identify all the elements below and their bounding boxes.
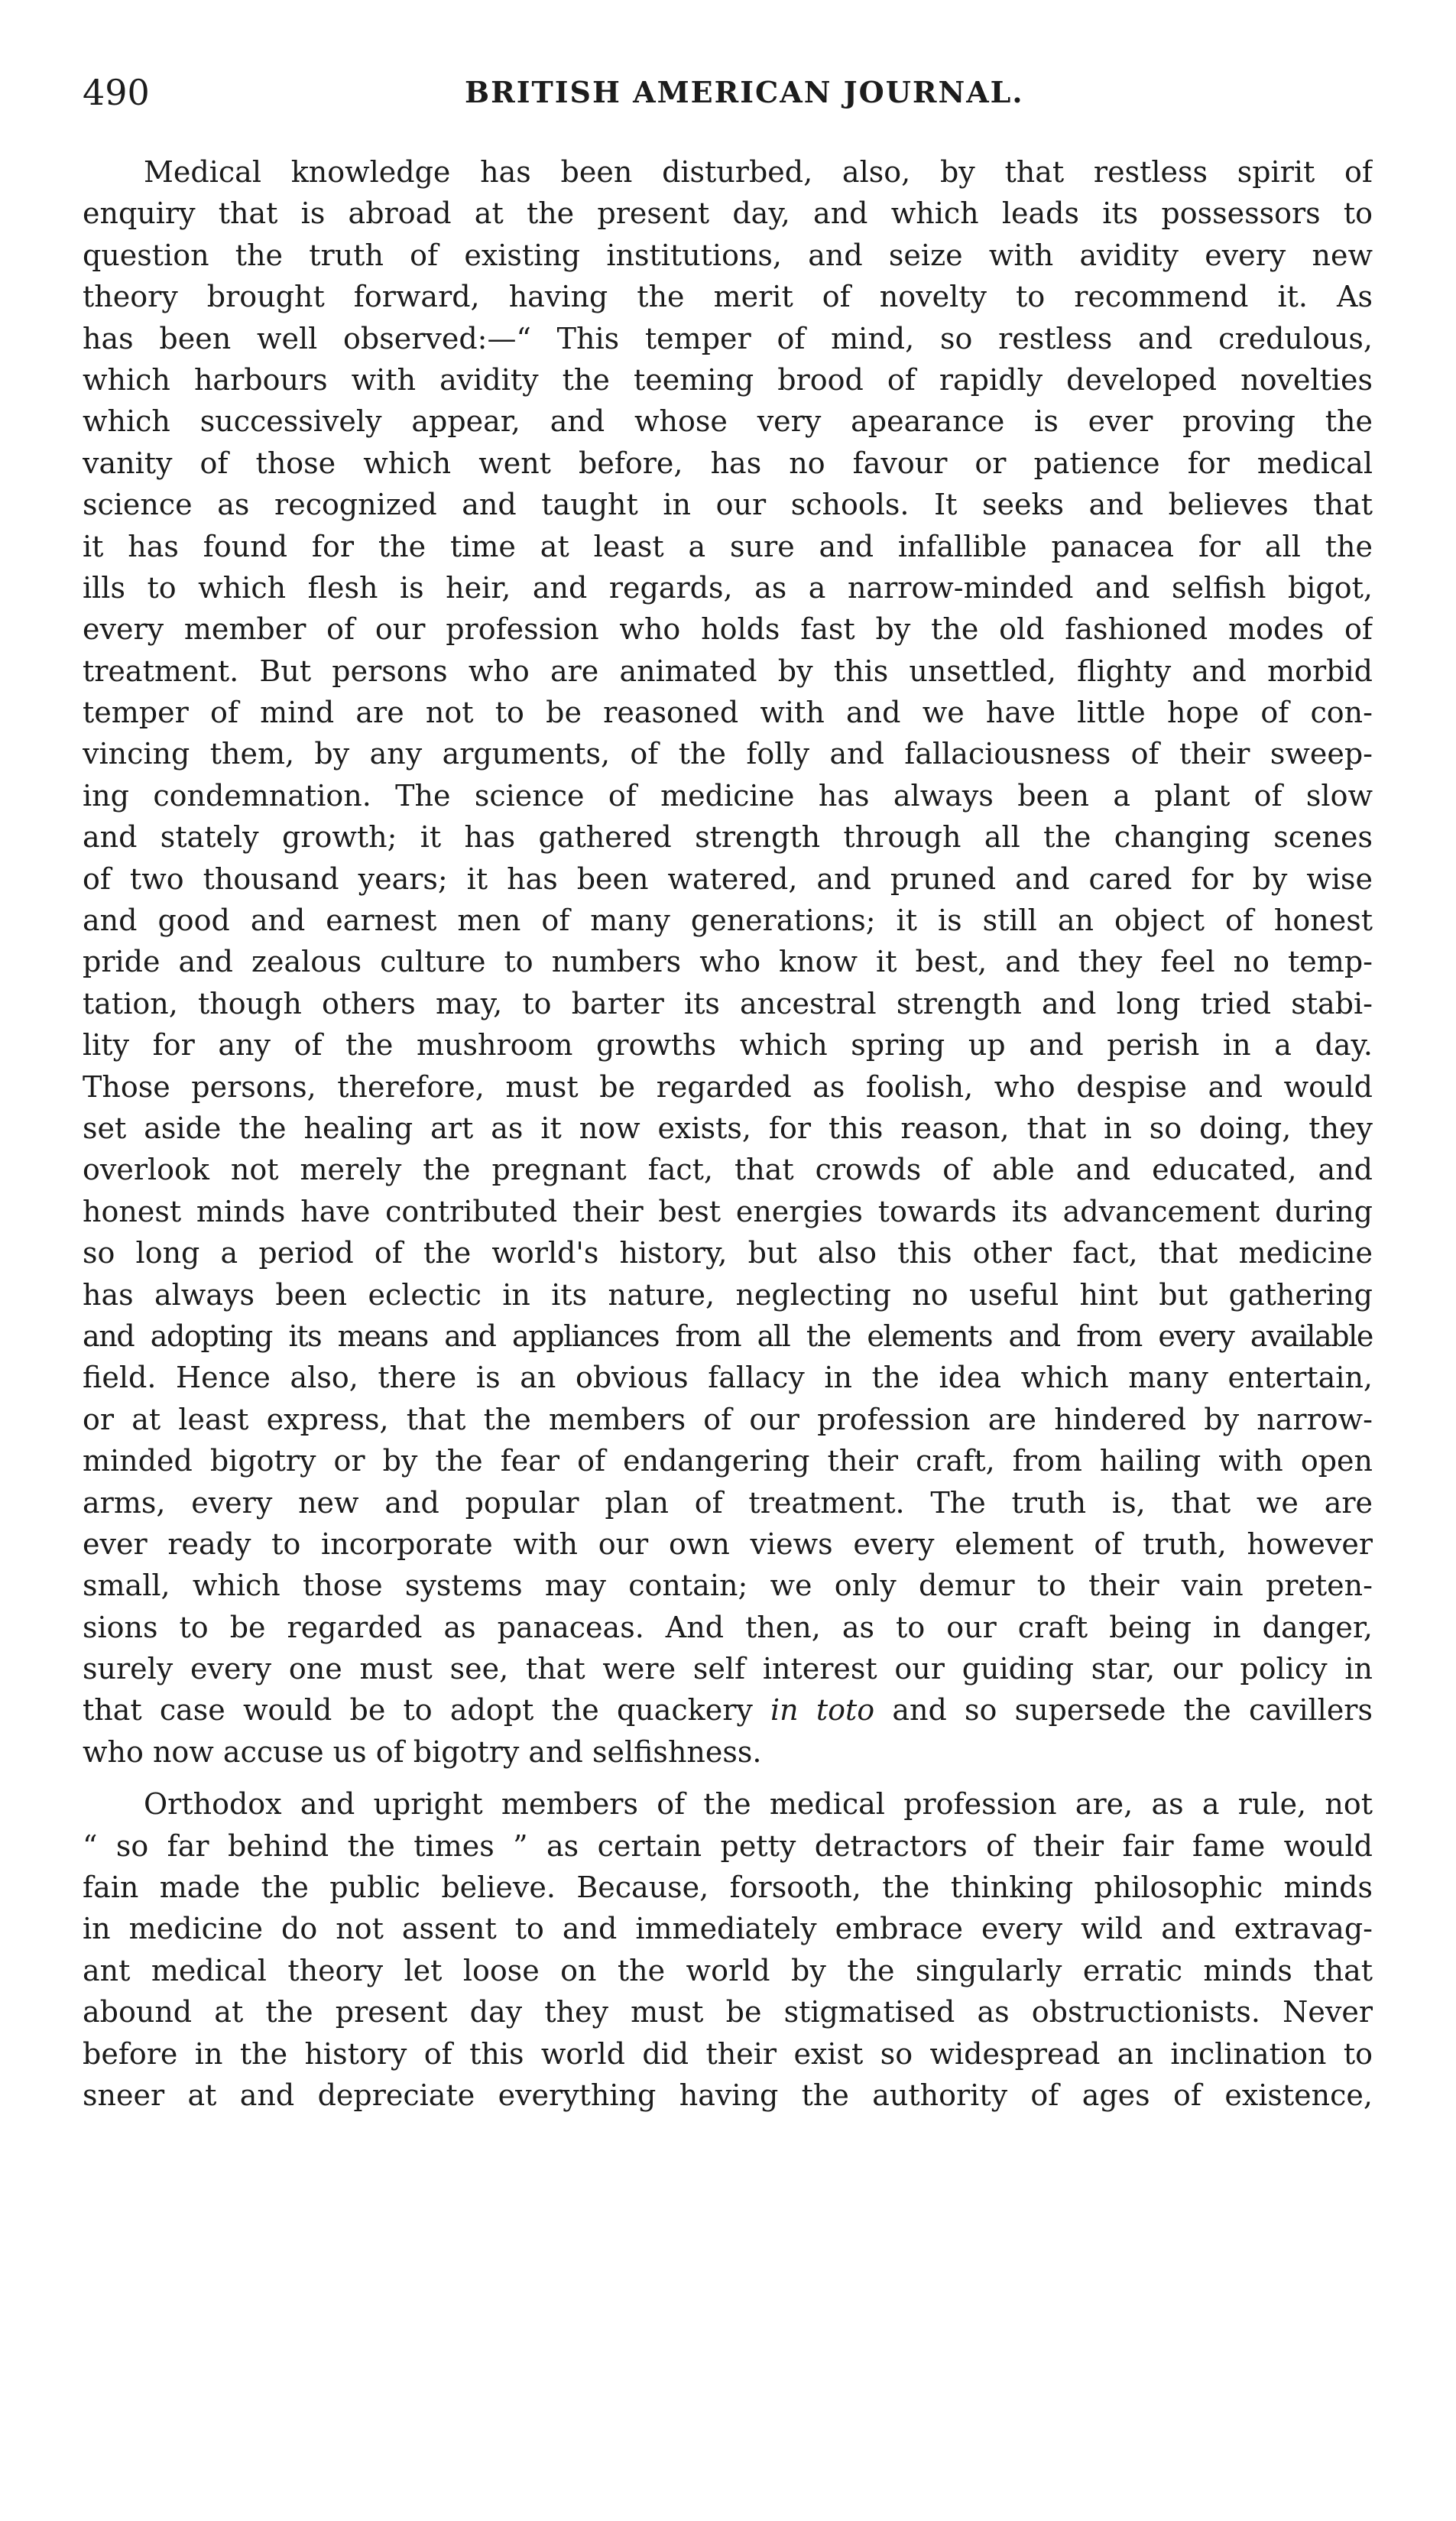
text-line: vanity of those which went before, has no favour or patience for medical [83,446,1373,480]
text-line: which harbours with avidity the teeming brood of rapidly developed novelties [83,362,1373,397]
text-line: enquiry that is abroad at the present day, and which leads its possessors to [83,196,1373,231]
text-segment: that case would be to adopt the quackery [83,1693,753,1728]
text-line: so long a period of the world's history, but also this other fact, that medicine [83,1236,1373,1270]
text-line: pride and zealous culture to numbers who know it best, and they feel no temp- [83,945,1373,979]
text-line: ant medical theory let loose on the world by the singularly erratic minds that [83,1953,1373,1987]
text-line: lity for any of the mushroom growths which spring up and perish in a day. [83,1028,1373,1063]
text-line: before in the history of this world did their exist so widespread an inclination to [83,2036,1373,2071]
text-line: arms, every new and popular plan of treatment. The truth is, that we are [83,1485,1373,1520]
text-line: has always been eclectic in its nature, neglecting no useful hint but gathering [83,1277,1373,1312]
text-line: sneer at and depreciate everything having the authority of ages of existence, [83,2078,1373,2112]
text-line: Orthodox and upright members of the medical profession are, as a rule, not [144,1787,1373,1822]
text-line: science as recognized and taught in our schools. It seeks and believes that [83,488,1373,522]
text-line-with-italic [83,1689,1373,1731]
text-line: in medicine do not assent to and immediately embrace every wild and extravag- [83,1912,1373,1946]
text-line: abound at the present day they must be stigmatised as obstructionists. Never [83,1995,1373,2029]
text-line: which successively appear, and whose very apearance is ever proving the [83,404,1373,439]
text-line: vincing them, by any arguments, of the folly and fallaciousness of their sweep- [83,737,1373,771]
paragraph-1 [83,151,1373,1773]
text-line: treatment. But persons who are animated by this unsettled, flighty and morbid [83,654,1373,688]
text-line: of two thousand years; it has been watered, and pruned and cared for by wise [83,861,1373,896]
text-line: ever ready to incorporate with our own views every element of truth, however [83,1527,1373,1561]
article-body [83,151,1373,2116]
text-line: sions to be regarded as panaceas. And then, as to our craft being in danger, [83,1610,1373,1644]
text-line: and adopting its means and appliances from all the elements and from every available [83,1319,1373,1353]
italic-phrase: in toto [770,1693,875,1728]
text-line: honest minds have contributed their best energies towards its advancement during [83,1194,1373,1228]
text-line: temper of mind are not to be reasoned with and we have little hope of con- [83,696,1373,730]
text-line: small, which those systems may contain; we only demur to their vain preten- [83,1569,1373,1603]
text-line: theory brought forward, having the merit of novelty to recommend it. As [83,280,1373,314]
text-line: surely every one must see, that were self interest our guiding star, our policy in [83,1652,1373,1686]
text-line: “ so far behind the times ” as certain petty detractors of their fair fame would [83,1828,1373,1863]
text-line: every member of our profession who holds fast by the old fashioned modes of [83,612,1373,647]
text-line: and stately growth; it has gathered strength through all the changing scenes [83,820,1373,855]
text-line: Medical knowledge has been disturbed, also, by that restless spirit of [144,155,1373,189]
running-head: BRITISH AMERICAN JOURNAL. [465,75,1024,109]
text-line: ing condemnation. The science of medicine has always been a plant of slow [83,778,1373,813]
text-line: has been well observed:—“ This temper of mind, so restless and credulous, [83,321,1373,355]
text-segment: and so supersede the cavillers [892,1693,1373,1728]
text-line: fain made the public believe. Because, forsooth, the thinking philosophic minds [83,1870,1373,1905]
paragraph-2 [83,1783,1373,2116]
text-line: tation, though others may, to barter its ancestral strength and long tried stabi- [83,986,1373,1020]
text-line: ills to which flesh is heir, and regards, as a narrow-minded and selfish bigot, [83,570,1373,605]
text-line: or at least express, that the members of our profession are hindered by narrow- [83,1402,1373,1436]
text-line: overlook not merely the pregnant fact, that crowds of able and educated, and [83,1153,1373,1187]
text-line: who now accuse us of bigotry and selfishness. [83,1734,762,1769]
text-line: question the truth of existing institutions, and seize with avidity every new [83,238,1373,272]
text-line: field. Hence also, there is an obvious fallacy in the idea which many entertain, [83,1361,1373,1395]
text-line: Those persons, therefore, must be regarded as foolish, who despise and would [83,1069,1373,1104]
page-header [83,66,1382,119]
text-line: and good and earnest men of many generations; it is still an object of honest [83,904,1373,938]
text-line: minded bigotry or by the fear of endangering their craft, from hailing with open [83,1444,1373,1478]
text-line: it has found for the time at least a sure and infallible panacea for all the [83,529,1373,563]
page-number: 490 [83,72,150,113]
text-line: set aside the healing art as it now exists, for this reason, that in so doing, they [83,1111,1373,1145]
